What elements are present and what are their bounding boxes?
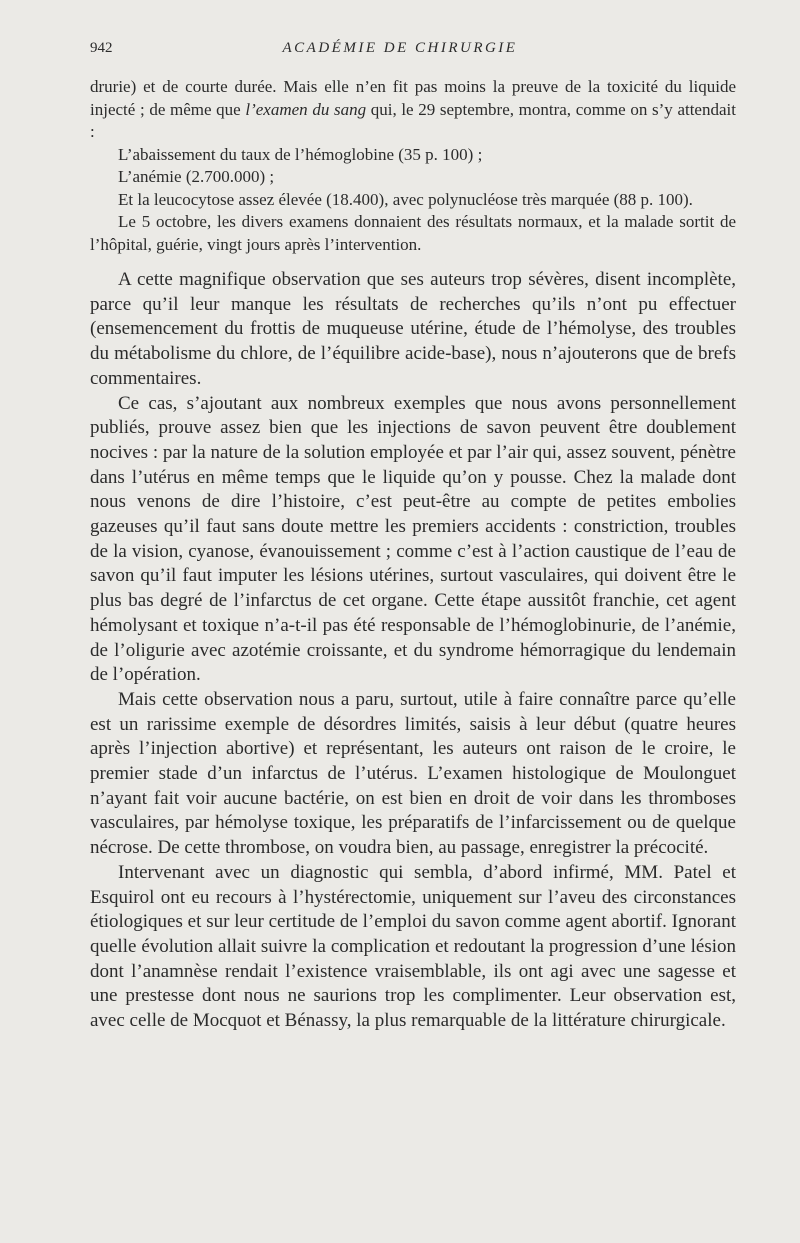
paragraph: drurie) et de courte durée. Mais elle n’en fit pas moins la preuve de la toxicité du liquide injecté ; de même que l’examen du sang qui, le 29 septembre, montra, comme on s’y attendait : [90, 77, 736, 141]
page-number: 942 [90, 40, 113, 56]
emphasis: l’examen du sang [245, 99, 367, 119]
page-header [90, 40, 710, 64]
list-item: Et la leucocytose assez élevée (18.400), avec polynucléose très marquée (88 p. 100). [118, 189, 693, 209]
paragraph: A cette magnifique observation que ses auteurs trop sévères, disent incomplète, parce qu’il leur manque les résultats de recherches qu’ils n’ont pu effectuer (ensemencement du frottis de muqueuse utérine, étude de l’hémolyse, des troubles du métabolisme du chlore, de l’équilibre acide-base), nous n’ajouterons que de brefs commentaires. [90, 269, 736, 389]
running-title: ACADÉMIE DE CHIRURGIE [282, 40, 518, 56]
list-item: L’anémie (2.700.000) ; [118, 167, 275, 186]
main-text-block [90, 268, 736, 1034]
paragraph: Intervenant avec un diagnostic qui sembla, d’abord infirmé, MM. Patel et Esquirol ont eu recours à l’hystérectomie, uniquement sur l’aveu des circonstances étiologiques et sur leur certitude de l’emploi du savon comme agent abortif. Ignorant quelle évolution allait suivre la complication et redoutant la progression d’une lésion dont l’anamnèse rendait l’existence vraisemblable, ils ont agi avec une sagesse et une prestesse dont nous ne saurions trop les complimenter. Leur observation est, avec celle de Mocquot et Bénassy, la plus remarquable de la littérature chirurgicale. [90, 861, 736, 1032]
paragraph: Mais cette observation nous a paru, surtout, utile à faire connaître parce qu’elle est un rarissime exemple de désordres limités, saisis à leur début (quatre heures après l’injection abortive) et représentant, les auteurs ont raison de le croire, le premier stade d’un infarctus de l’utérus. L’examen histologique de Moulonguet n’ayant fait voir aucune bactérie, on est bien en droit de voir dans les thromboses vasculaires, par hémolyse toxique, les préparatifs de l’infarcissement ou de quelque nécrose. De cette thrombose, on voudra bien, au passage, enregistrer la précocité. [90, 688, 736, 859]
paragraph: Ce cas, s’ajoutant aux nombreux exemples que nous avons personnellement publiés, prouve assez bien que les injections de savon peuvent être doublement nocives : par la nature de la solution employée et par l’air qui, assez souvent, pénètre dans l’utérus en même temps que le liquide qu’on y pousse. Chez la malade dont nous venons de dire l’histoire, c’est peut-être au compte de petites embolies gazeuses qu’il faut sans doute mettre les premiers accidents : constriction, troubles de la vision, cyanose, évanouissement ; comme c’est à l’action caustique de l’eau de savon qu’il faut imputer les lésions utérines, surtout vasculaires, qui doivent être le plus bas degré de l’infarctus de cet organe. Cette étape aussitôt franchie, cet agent hémolysant et toxique n’a-t-il pas été responsable de l’hémoglobinurie, de l’anémie, de l’oligurie avec azotémie croissante, et du syndrome hémorragique du lendemain de l’opération. [90, 392, 736, 686]
small-print-block [90, 76, 736, 273]
paragraph: Le 5 octobre, les divers examens donnaient des résultats normaux, et la malade sortit de l’hôpital, guérie, vingt jours après l’intervention. [90, 212, 736, 254]
list-item: L’abaissement du taux de l’hémoglobine (35 p. 100) ; [118, 144, 483, 164]
